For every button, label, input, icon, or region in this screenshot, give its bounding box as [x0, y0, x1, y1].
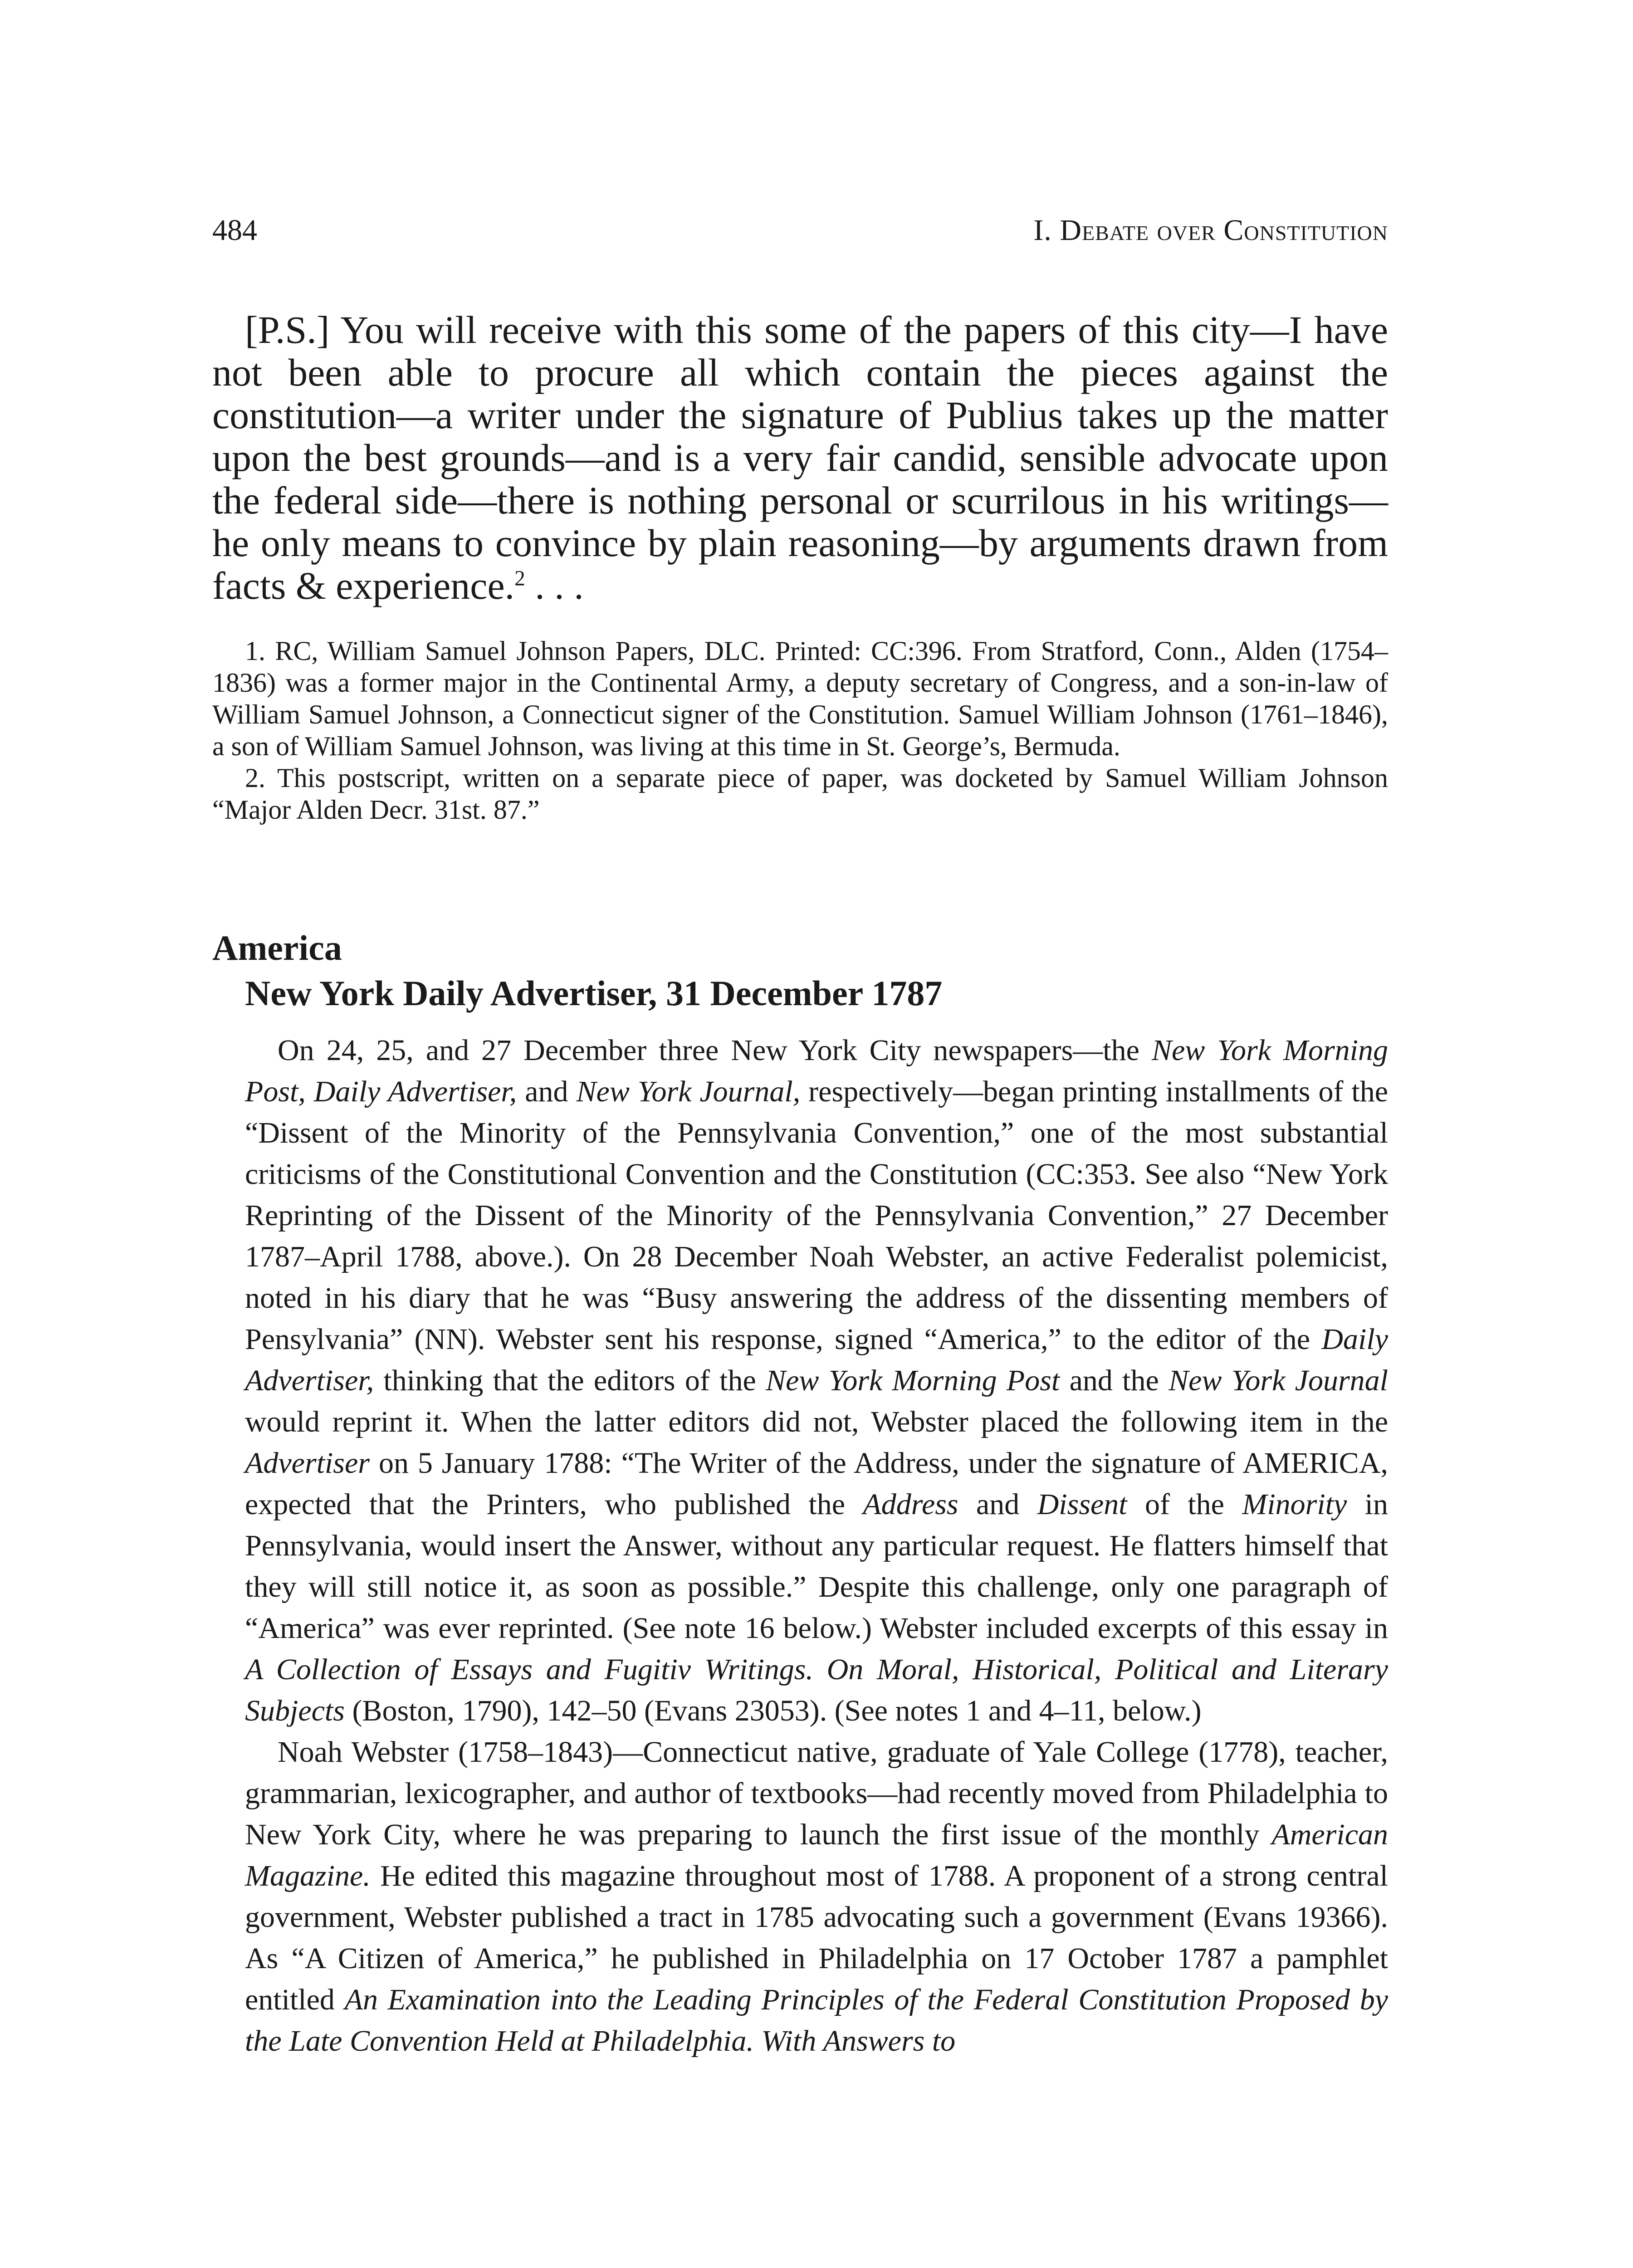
footnotes [212, 635, 1388, 826]
footnote-2: 2. This postscript, written on a separate piece of paper, was docketed by Samuel William Johnson “Major Alden Decr. 31st. 87.” [212, 763, 1388, 825]
footnote-1: 1. RC, William Samuel Johnson Papers, DLC. Printed: CC:396. From Stratford, Conn., Alden (1754–1836) was a former major in the Continental Army, a deputy secretary of Congress, and a son-in-law of William Samuel Johnson, a Connecticut signer of the Constitution. Samuel William Johnson (1761–1846), a son of William Samuel Johnson, was living at this time in St. George’s, Bermuda. [212, 636, 1388, 761]
intro-paragraph-2: Noah Webster (1758–1843)—Connecticut native, graduate of Yale College (1778), teacher, grammarian, lexicographer, and author of textbooks—had recently moved from Philadelphia to New York City, where he was preparing to launch the first issue of the monthly American Magazine. He edited this magazine throughout most of 1788. A proponent of a strong central government, Webster published a tract in 1785 advocating such a government (Evans 19366). As “A Citizen of America,” he published in Philadelphia on 17 October 1787 a pamphlet entitled An Examination into the Leading Principles of the Federal Constitution Proposed by the Late Convention Held at Philadelphia. With Answers to [245, 1735, 1388, 2058]
section-subtitle: New York Daily Advertiser, 31 December 1787 [245, 973, 943, 1013]
intro-paragraph-1: On 24, 25, and 27 December three New York City newspapers—the New York Morning Post, Daily Advertiser, and New York Journal, respectively—began printing installments of the “Dissent of the Minority of the Pennsylvania Convention,” one of the most substantial criticisms of the Constitutional Convention and the Constitution (CC:353. See also “New York Reprinting of the Dissent of the Minority of the Pennsylvania Convention,” 27 December 1787–April 1788, above.). On 28 December Noah Webster, an active Federalist polemicist, noted in his diary that he was “Busy answering the address of the dissenting members of Pensylvania” (NN). Webster sent his response, signed “America,” to the editor of the Daily Advertiser, thinking that the editors of the New York Morning Post and the New York Journal would reprint it. When the latter editors did not, Webster placed the following item in the Advertiser on 5 January 1788: “The Writer of the Address, under the signature of AMERICA, expected that the Printers, who published the Address and Dissent of the Minority in Pennsylvania, would insert the Answer, without any particular request. He flatters himself that they will still notice it, as soon as possible.” Despite this challenge, only one paragraph of “America” was ever reprinted. (See note 16 below.) Webster included excerpts of this essay in A Collection of Essays and Fugitiv Writings. On Moral, Historical, Political and Literary Subjects (Boston, 1790), 142–50 (Evans 23053). (See notes 1 and 4–11, below.) [245, 1034, 1389, 1727]
section-title: America [212, 928, 342, 968]
running-title: I. Debate over Constitution [1033, 214, 1388, 247]
postscript-paragraph: [P.S.] You will receive with this some of the papers of this city—I have not been able to procure all which contain the pieces against the constitution—a writer under the signature of Publius takes up the matter upon the best grounds—and is a very fair candid, sensible advocate upon the federal side—there is nothing personal or scurrilous in his writings—he only means to convince by plain reasoning—by arguments drawn from facts & experience.$^2$ . . . [212, 308, 1388, 607]
page-number: 484 [212, 214, 257, 247]
editorial-note [245, 1030, 1388, 2062]
footnote-ref-2: 2 [514, 567, 525, 591]
running-head [212, 213, 1388, 248]
